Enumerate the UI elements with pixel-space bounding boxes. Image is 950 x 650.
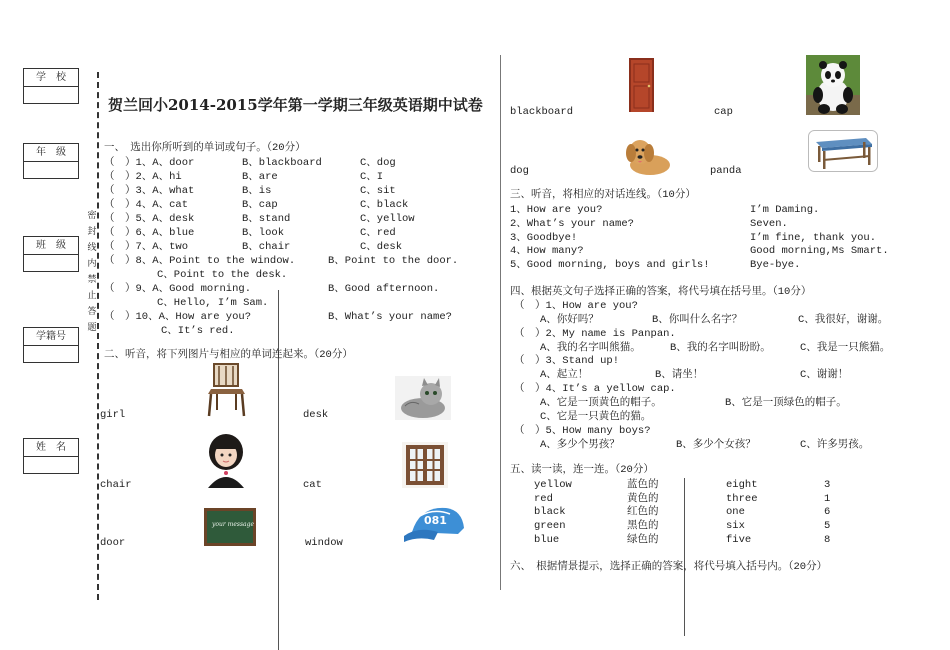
s5-num-word: five [726, 534, 752, 546]
s5-en: black [534, 506, 566, 518]
s3-right-1: I’m Daming. [750, 204, 820, 216]
grade-box [23, 143, 79, 179]
seal-char: 答 [87, 307, 97, 317]
section2-heading: 二、听音，将下列图片与相应的单词连起来。（20分） [104, 349, 353, 361]
q10-c: C、It’s red. [161, 325, 235, 337]
cap-number: 081 [424, 514, 447, 527]
s3-left-3: 3、Goodbye! [510, 232, 578, 244]
seal-char: 线 [87, 243, 97, 253]
s4-q5-c: C、许多男孩。 [800, 439, 870, 451]
word-window: window [305, 537, 343, 549]
cat-icon [395, 376, 451, 420]
school-label: 学 校 [24, 69, 78, 87]
section5-heading: 五、读一读，连一连。（20分） [510, 464, 654, 476]
school-box [23, 68, 79, 104]
q9-b: B、Good afternoon. [328, 283, 440, 295]
s5-digit: 1 [824, 493, 831, 505]
section4-heading: 四、根据英文句子选择正确的答案，将代号填在括号里。（10分） [510, 286, 812, 298]
panda-icon [806, 55, 860, 115]
section1-heading: 一、 选出你所听到的单词或句子。（20分） [104, 142, 306, 154]
s5-en: red [534, 493, 553, 505]
s5-cn: 黄色的 [627, 493, 659, 505]
s4-q4-a: A、它是一顶黄色的帽子。 [540, 397, 662, 409]
q6-b: B、look [242, 227, 285, 239]
s4-q5-b: B、多少个女孩？ [676, 439, 756, 451]
section3-heading: 三、听音，将相应的对话连线。（10分） [510, 189, 696, 201]
s5-digit: 5 [824, 520, 831, 532]
q9-a: （ ）9、A、Good morning. [104, 283, 252, 295]
divider-line [684, 478, 685, 636]
s4-q2-a: A、我的名字叫熊猫。 [540, 342, 641, 354]
s3-right-2: Seven. [750, 218, 788, 230]
s4-q3-b: B、请坐！ [655, 369, 704, 381]
s3-right-3: I’m fine, thank you. [750, 232, 877, 244]
class-label: 班 级 [24, 237, 78, 255]
cat-picture [395, 376, 451, 420]
girl-icon [204, 432, 248, 488]
q4-b: B、cap [242, 199, 278, 211]
s4-q3-a: A、起立！ [540, 369, 589, 381]
q7-b: B、chair [242, 241, 291, 253]
s4-q2-b: B、我的名字叫盼盼。 [670, 342, 771, 354]
desk-picture [808, 130, 878, 172]
student-no-box [23, 327, 79, 363]
q8-a: （ ）8、A、Point to the window. [104, 255, 296, 267]
s4-q3-c: C、谢谢！ [800, 369, 849, 381]
chair-icon [205, 362, 248, 417]
q10-b: B、What’s your name? [328, 311, 452, 323]
seal-dashed-line [97, 72, 99, 600]
word-blackboard: blackboard [510, 106, 574, 118]
name-label: 姓 名 [24, 439, 78, 457]
q7-num: （ ）7、A、two [104, 241, 189, 253]
desk-icon [808, 130, 878, 172]
s4-q1-b: B、你叫什么名字？ [652, 314, 743, 326]
q4-c: C、black [360, 199, 409, 211]
window-picture [402, 442, 448, 488]
q8-b: B、Point to the door. [328, 255, 459, 267]
s5-en: blue [534, 534, 560, 546]
s5-cn: 黑色的 [627, 520, 659, 532]
s5-digit: 8 [824, 534, 831, 546]
blackboard-picture [204, 508, 256, 546]
q2-num: （ ）2、A、hi [104, 171, 182, 183]
seal-char: 密 [87, 211, 97, 221]
s5-en: green [534, 520, 566, 532]
s5-num-word: one [726, 506, 745, 518]
q7-c: C、desk [360, 241, 403, 253]
seal-char: 封 [87, 227, 97, 237]
exam-title: 贺兰回小2014-2015学年第一学期三年级英语期中试卷 [108, 96, 483, 114]
seal-char: 止 [87, 291, 97, 301]
s5-cn: 绿色的 [627, 534, 659, 546]
s4-q2-c: C、我是一只熊猫。 [800, 342, 891, 354]
s5-num-word: eight [726, 479, 758, 491]
q5-num: （ ）5、A、desk [104, 213, 195, 225]
s4-q1: （ ）1、How are you? [514, 300, 638, 312]
blackboard-caption: your message [212, 521, 255, 528]
section6-heading: 六、 根据情景提示，选择正确的答案，将代号填入括号内。（20分） [510, 561, 828, 573]
s3-left-4: 4、How many? [510, 245, 584, 257]
q1-b: B、blackboard [242, 157, 322, 169]
word-cat: cat [303, 479, 322, 491]
s3-right-5: Bye-bye. [750, 259, 801, 271]
door-icon [629, 58, 654, 112]
page-divider-line [500, 55, 501, 590]
q4-num: （ ）4、A、cat [104, 199, 189, 211]
divider-line [278, 290, 279, 650]
panda-picture [806, 55, 860, 115]
s4-q4-c: C、它是一只黄色的猫。 [540, 411, 652, 423]
word-girl: girl [100, 409, 126, 421]
student-no-label: 学籍号 [24, 328, 78, 346]
q10-a: （ ）10、A、How are you? [104, 311, 252, 323]
q9-c: C、Hello, I’m Sam. [157, 297, 269, 309]
seal-char: 禁 [87, 275, 97, 285]
dog-icon [620, 135, 674, 175]
s5-cn: 红色的 [627, 506, 659, 518]
s4-q1-c: C、我很好，谢谢。 [798, 314, 889, 326]
word-panda: panda [710, 165, 742, 177]
s5-num-word: six [726, 520, 745, 532]
q3-c: C、sit [360, 185, 396, 197]
q3-num: （ ）3、A、what [104, 185, 195, 197]
q1-num: （ ）1、A、door [104, 157, 195, 169]
chair-picture [205, 362, 248, 417]
s4-q2: （ ）2、My name is Panpan. [514, 328, 676, 340]
s4-q5: （ ）5、How many boys? [514, 425, 651, 437]
word-desk: desk [303, 409, 329, 421]
window-icon [402, 442, 448, 488]
q5-c: C、yellow [360, 213, 415, 225]
word-dog: dog [510, 165, 529, 177]
s5-digit: 3 [824, 479, 831, 491]
word-cap: cap [714, 106, 733, 118]
name-box [23, 438, 79, 474]
q2-b: B、are [242, 171, 278, 183]
s4-q1-a: A、你好吗？ [540, 314, 599, 326]
s5-cn: 蓝色的 [627, 479, 659, 491]
s4-q4: （ ）4、It’s a yellow cap. [514, 383, 676, 395]
q8-c: C、Point to the desk. [157, 269, 288, 281]
s4-q3: （ ）3、Stand up! [514, 355, 620, 367]
seal-char: 内 [87, 259, 97, 269]
door-picture [629, 58, 654, 112]
girl-picture [204, 432, 248, 488]
cap-picture [402, 502, 470, 546]
s5-num-word: three [726, 493, 758, 505]
q5-b: B、stand [242, 213, 291, 225]
s3-left-1: 1、How are you? [510, 204, 603, 216]
dog-picture [620, 135, 674, 175]
s5-digit: 6 [824, 506, 831, 518]
q1-c: C、dog [360, 157, 396, 169]
word-door: door [100, 537, 126, 549]
q6-c: C、red [360, 227, 396, 239]
s4-q5-a: A、多少个男孩？ [540, 439, 620, 451]
q6-num: （ ）6、A、blue [104, 227, 195, 239]
q3-b: B、is [242, 185, 272, 197]
s3-right-4: Good morning,Ms Smart. [750, 245, 889, 257]
s5-en: yellow [534, 479, 572, 491]
word-chair: chair [100, 479, 132, 491]
s3-left-2: 2、What’s your name? [510, 218, 634, 230]
s3-left-5: 5、Good morning, boys and girls! [510, 259, 710, 271]
s4-q4-b: B、它是一顶绿色的帽子。 [725, 397, 847, 409]
grade-label: 年 级 [24, 144, 78, 162]
class-box [23, 236, 79, 272]
q2-c: C、I [360, 171, 384, 183]
seal-char: 题 [87, 323, 97, 333]
